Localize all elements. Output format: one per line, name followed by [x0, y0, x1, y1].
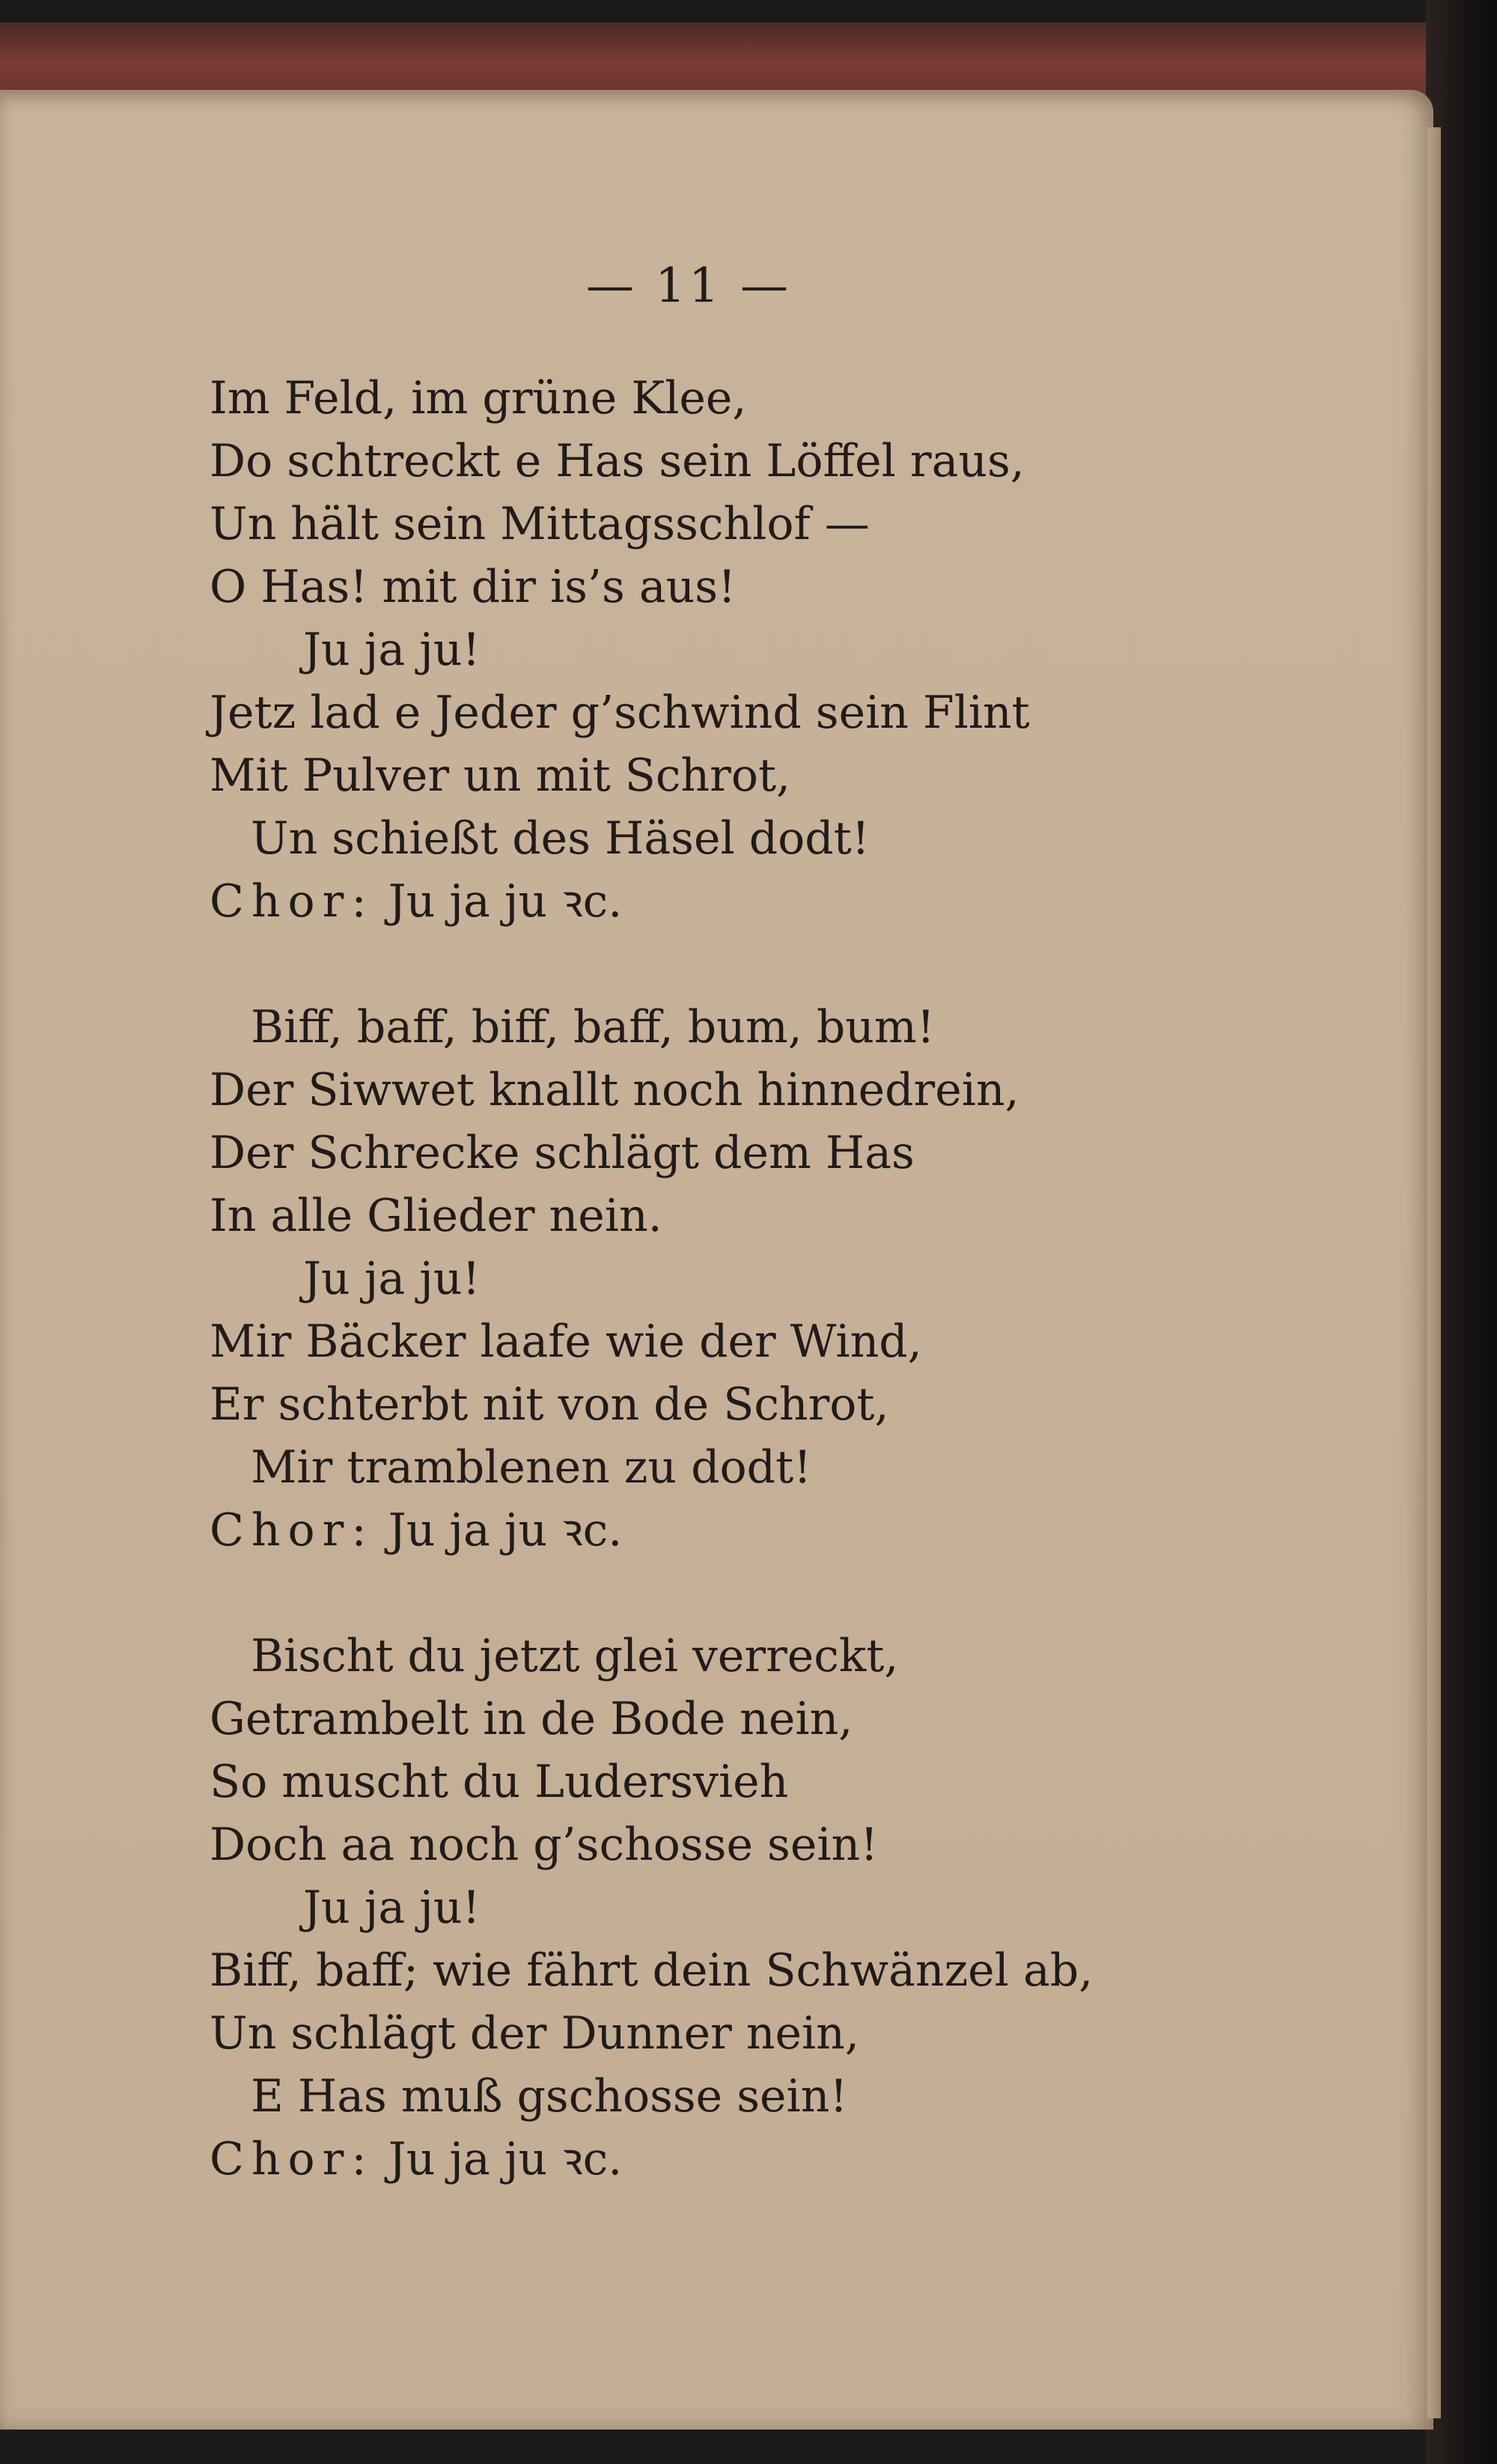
verse-line: Un schlägt der Dunner nein,: [210, 2007, 859, 2060]
verse-line: So muscht du Ludersvieh: [210, 1756, 789, 1808]
verse-line: Der Siwwet knallt noch hinnedrein,: [210, 1064, 1019, 1116]
chorus-label: Chor:: [210, 2133, 374, 2185]
refrain-line: Ju ja ju!: [303, 1253, 481, 1305]
verse-line: Im Feld, im grüne Klee,: [210, 372, 747, 425]
stanza-2: [210, 996, 1257, 1562]
verse-line: Biff, baff, biff, baff, bum, bum!: [251, 1001, 935, 1053]
chorus-text: Ju ja ju ꝛc.: [388, 2133, 623, 2185]
verse-line: Jetz lad e Jeder g’schwind sein Flint: [210, 687, 1030, 739]
verse-line: Bischt du jetzt glei verreckt,: [251, 1630, 899, 1682]
verse-line: Doch aa noch g’schosse sein!: [210, 1819, 879, 1871]
chorus-text: Ju ja ju ꝛc.: [388, 875, 623, 928]
verse-line: O Has! mit dir is’s aus!: [210, 561, 737, 613]
verse-line: Biff, baff; wie fährt dein Schwänzel ab,: [210, 1944, 1094, 1997]
verse-line: Mir tramblenen zu dodt!: [251, 1441, 812, 1494]
chorus-line: [210, 1499, 1257, 1562]
verse-line: Un schießt des Häsel dodt!: [251, 812, 870, 865]
verse-line: Er schterbt nit von de Schrot,: [210, 1378, 889, 1431]
verse-line: Mit Pulver un mit Schrot,: [210, 749, 791, 802]
page-number: — 11 —: [585, 258, 792, 314]
verse-line: Mir Bäcker laafe wie der Wind,: [210, 1315, 922, 1368]
poem: [210, 367, 1257, 2254]
page-edge: [1427, 127, 1441, 2418]
stanza-1: [210, 367, 1257, 933]
chorus-label: Chor:: [210, 1504, 374, 1557]
refrain-line: Ju ja ju!: [303, 1882, 481, 1934]
verse-line: Getrambelt in de Bode nein,: [210, 1693, 853, 1745]
chorus-line: [210, 870, 1257, 933]
stanza-3: [210, 1625, 1257, 2191]
verse-line: In alle Glieder nein.: [210, 1190, 662, 1242]
verse-line: E Has muß gschosse sein!: [251, 2070, 848, 2123]
verse-line: Do schtreckt e Has sein Löffel raus,: [210, 435, 1025, 487]
refrain-line: Ju ja ju!: [303, 624, 481, 676]
chorus-text: Ju ja ju ꝛc.: [388, 1504, 623, 1557]
chorus-line: [210, 2128, 1257, 2191]
chorus-label: Chor:: [210, 875, 374, 928]
verse-line: Der Schrecke schlägt dem Has: [210, 1127, 915, 1179]
verse-line: Un hält sein Mittagsschlof —: [210, 498, 870, 550]
